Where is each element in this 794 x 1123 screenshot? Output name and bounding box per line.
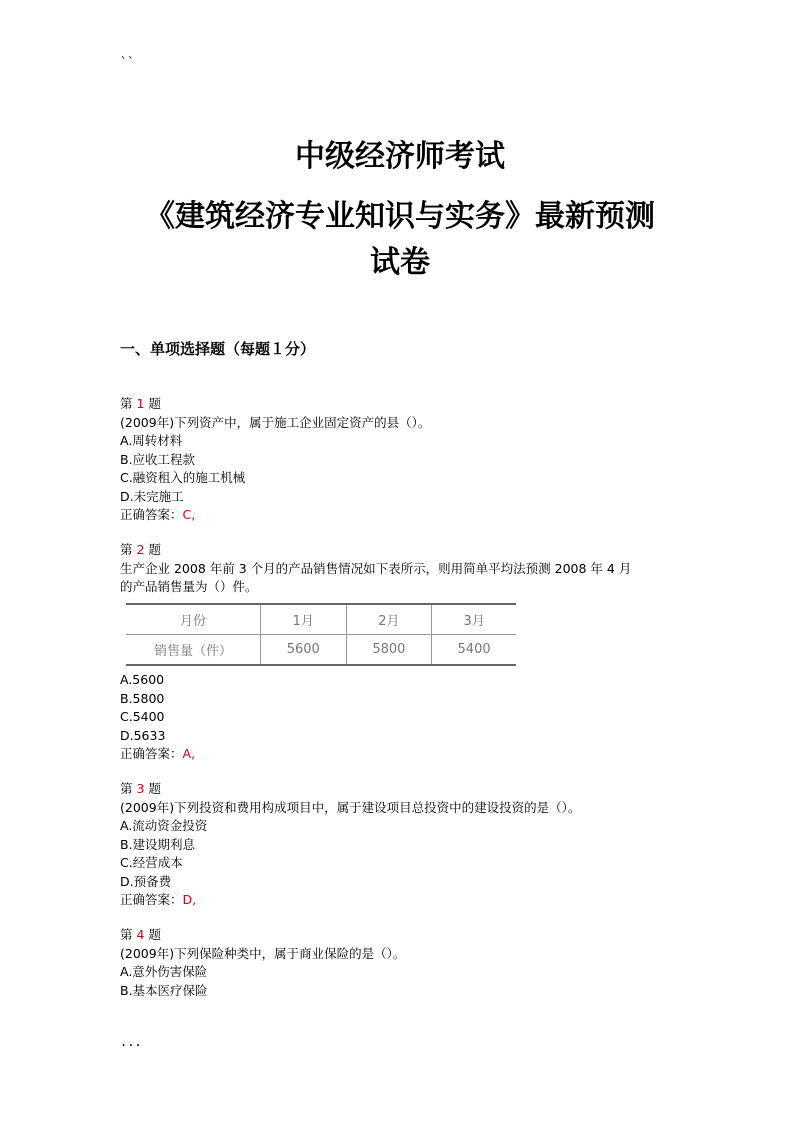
option-a: A.意外伤害保险 [120,964,208,979]
table-header-cell: 1月 [261,604,347,635]
option-d: D.5633 [120,727,166,743]
top-corner-mark: `` [120,55,135,69]
table-header-cell: 3月 [432,604,516,635]
question-4 [120,926,680,1000]
option-d: D.预备费 [120,873,172,889]
document-title-line-3: 试卷 [370,245,430,280]
question-1 [120,395,680,525]
document-title-line-2: 《建筑经济专业知识与实务》最新预测 [145,199,655,234]
table-cell: 5400 [432,635,516,666]
bottom-corner-mark: ... [120,1035,142,1049]
correct-answer: 正确答案：C, [120,507,196,522]
table-cell: 5600 [261,635,347,666]
option-c: C.5400 [120,709,165,724]
option-b: B.基本医疗保险 [120,982,208,998]
table-header-cell: 月份 [126,604,261,635]
table-row [126,635,516,666]
question-2-options [120,671,680,764]
correct-answer: 正确答案：A, [120,746,196,761]
document-title-line-1: 中级经济师考试 [295,139,505,174]
option-b: B.应收工程款 [120,451,196,467]
table-row [126,604,516,635]
question-stem: (2009年)下列资产中，属于施工企业固定资产的县（）。 [120,414,431,430]
question-number: 第 4 题 [120,927,161,942]
section-heading: 一、单项选择题（每题１分） [120,340,316,358]
question-3 [120,780,680,910]
question-stem-line-2: 的产品销售量为（）件。 [120,579,258,594]
question-number: 第 3 题 [120,781,161,796]
question-number: 第 2 题 [120,542,161,557]
option-a: A.周转材料 [120,433,183,448]
question-stem: (2009年)下列投资和费用构成项目中，属于建设项目总投资中的建设投资的是（）。 [120,799,581,815]
correct-answer: 正确答案：D, [120,892,197,907]
question-2 [120,541,680,597]
option-a: A.5600 [120,672,165,687]
option-b: B.5800 [120,690,165,706]
question-stem: (2009年)下列保险种类中，属于商业保险的是（）。 [120,945,406,961]
option-a: A.流动资金投资 [120,818,208,833]
sales-table [126,603,516,666]
option-c: C.经营成本 [120,855,183,870]
option-d: D.未完施工 [120,488,184,504]
option-c: C.融资租入的施工机械 [120,470,246,485]
question-stem-line-1: 生产企业 2008 年前 3 个月的产品销售情况如下表所示，则用简单平均法预测 2008 年 4 月 [120,560,632,576]
table-cell: 5800 [346,635,432,666]
option-b: B.建设期利息 [120,836,196,852]
table-cell: 销售量（件） [126,635,261,666]
question-number: 第 1 题 [120,396,161,411]
table-header-cell: 2月 [346,604,432,635]
